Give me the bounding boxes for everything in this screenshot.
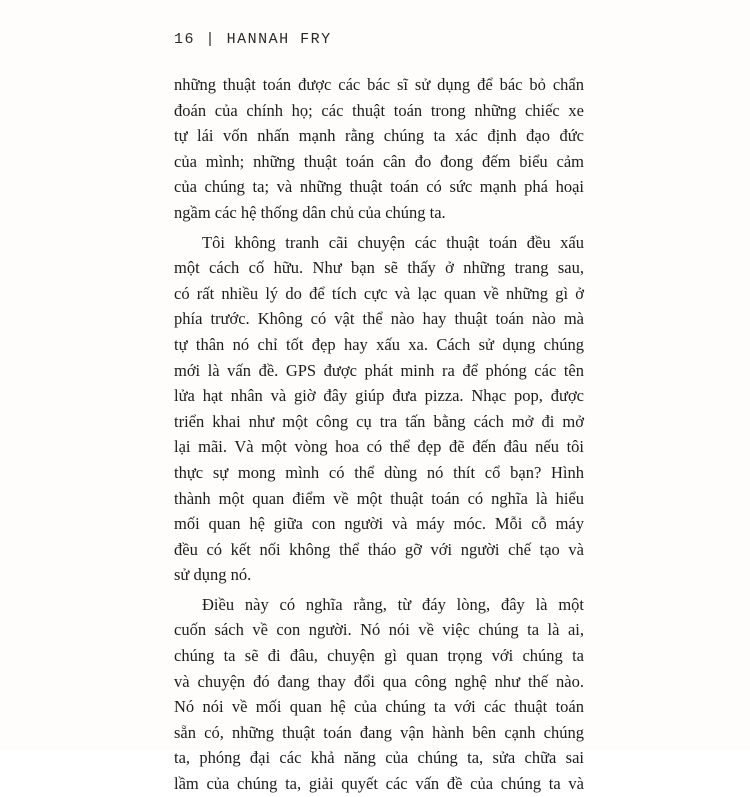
- text-line: thực sự mong mình có thể dùng nó thít cổ bạn? Hình: [174, 462, 584, 482]
- text-line: sử dụng nó.: [174, 565, 252, 585]
- text-line: một cách cố hữu. Như bạn sẽ thấy ở những trang sau,: [174, 258, 584, 278]
- text-line: lửa hạt nhân và giờ đây giúp đưa pizza. Nhạc pop, được: [174, 386, 584, 406]
- text-line: mối quan hệ giữa con người và máy móc. Mỗi cỗ máy: [174, 514, 584, 534]
- text-line: tự lái vốn nhấn mạnh rằng chúng ta xác định đạo đức: [174, 126, 584, 146]
- text-line: lầm của chúng ta, giải quyết các vấn đề của chúng ta và: [174, 774, 584, 794]
- text-line: đều có kết nối không thể tháo gỡ với người chế tạo và: [174, 539, 584, 559]
- paragraph-1: [174, 72, 584, 226]
- text-line: Nó nói về mối quan hệ của chúng ta với các thuật toán: [174, 697, 584, 717]
- text-line: ta, phóng đại các khả năng của chúng ta, sửa chữa sai: [174, 748, 584, 768]
- text-line: đoán của chính họ; các thuật toán trong những chiếc xe: [174, 100, 584, 120]
- text-line: mới là vấn đề. GPS được phát minh ra để phóng các tên: [174, 360, 584, 380]
- text-line: có rất nhiều lý do để tích cực và lạc quan về những gì ở: [174, 283, 584, 303]
- author-name: HANNAH FRY: [226, 31, 332, 48]
- text-line: cuốn sách về con người. Nó nói về việc chúng ta là ai,: [174, 620, 584, 640]
- text-line: phía trước. Không có vật thể nào hay thuật toán nào mà: [174, 309, 584, 329]
- text-line: sẵn có, những thuật toán đang vận hành bên cạnh chúng: [174, 722, 584, 742]
- text-line: tự thân nó chỉ tốt đẹp hay xấu xa. Cách sử dụng chúng: [174, 334, 584, 354]
- text-line: những thuật toán được các bác sĩ sử dụng để bác bỏ chẩn: [174, 75, 584, 94]
- text-line: và chuyện đó đang thay đổi qua công nghệ như thế nào.: [174, 671, 584, 691]
- paragraph-3: [174, 592, 584, 797]
- text-line: triển khai như một công cụ tra tấn bằng cách mở đi mở: [174, 411, 584, 431]
- text-line: Điều này có nghĩa rằng, từ đáy lòng, đây là một: [202, 594, 584, 614]
- text-line: Tôi không tranh cãi chuyện các thuật toán đều xấu: [202, 232, 584, 252]
- text-line: của chúng ta; và những thuật toán có sức mạnh phá hoại: [174, 177, 584, 197]
- text-line: lại mãi. Và một vòng hoa có thể đẹp đẽ đến đâu nếu tôi: [174, 437, 584, 457]
- page-number: 16: [174, 31, 196, 48]
- text-line: ngầm các hệ thống dân chủ của chúng ta.: [174, 202, 446, 222]
- text-line: thành một quan điểm về một thuật toán có nghĩa là hiểu: [174, 488, 584, 508]
- paragraph-2: [174, 230, 584, 588]
- text-line: của mình; những thuật toán cân đo đong đếm biểu cảm: [174, 151, 584, 171]
- header-separator: |: [205, 31, 217, 48]
- body-text: [174, 72, 584, 797]
- text-line: chúng ta sẽ đi đâu, chuyện gì quan trọng với chúng ta: [174, 646, 584, 666]
- running-head: [174, 31, 332, 48]
